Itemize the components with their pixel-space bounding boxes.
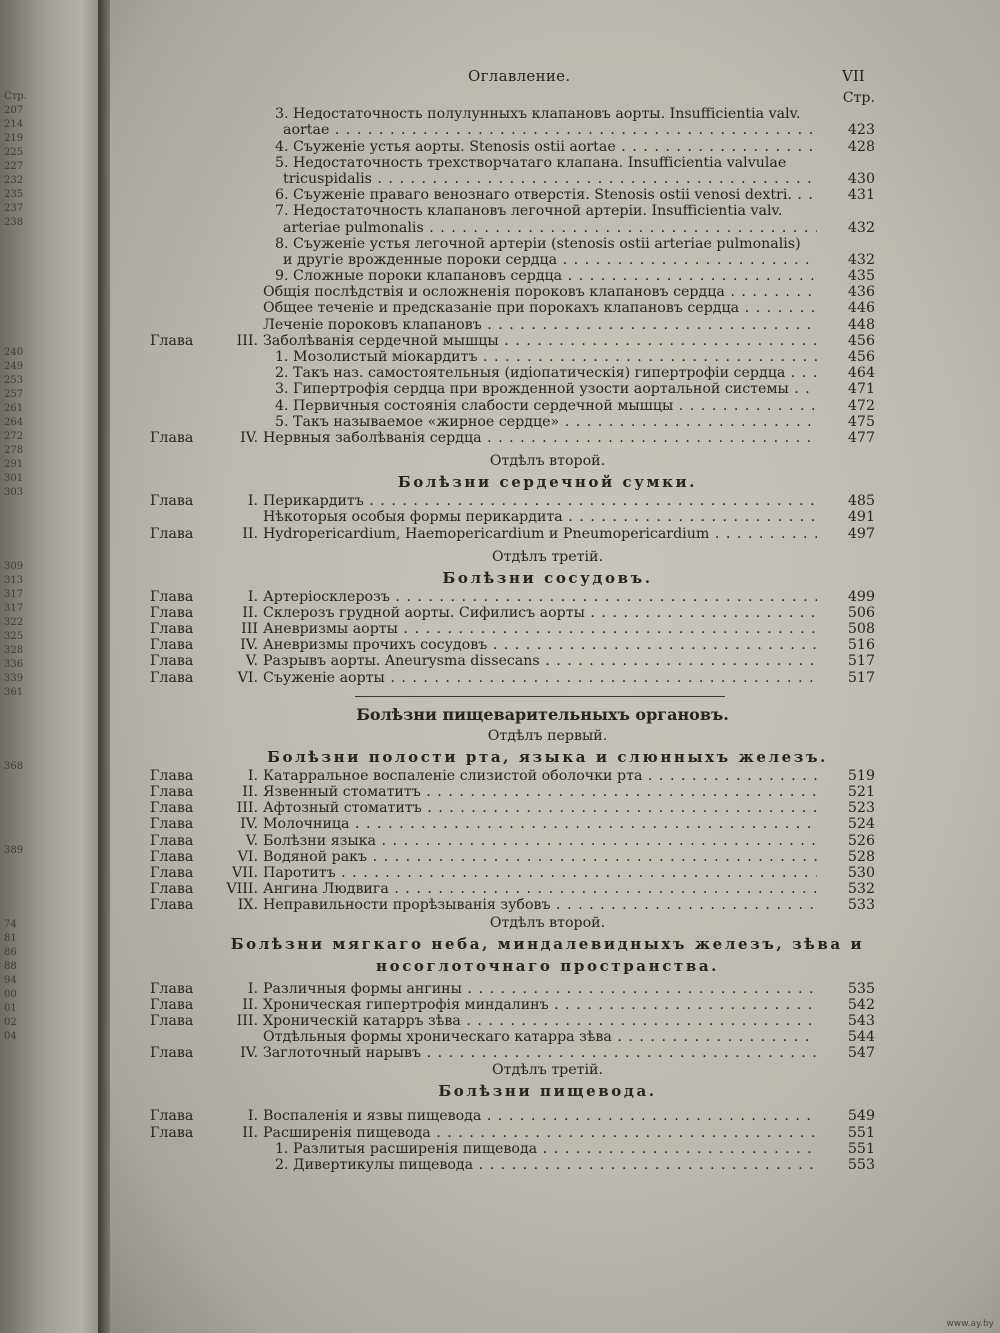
entry-title: Hydropericardium, Haemopericardium и Pneumopericardium . . . [263, 526, 817, 542]
toc-entry [140, 398, 875, 414]
left-page-number: 94 [4, 975, 17, 986]
toc-entry [140, 768, 875, 784]
left-page-number: 291 [4, 459, 24, 470]
entry-title: и другіе врожденные пороки сердца . . . [283, 252, 817, 268]
chapter-number: I. [247, 588, 258, 605]
entry-page-number: 530 [847, 864, 875, 881]
entry-title: arteriae pulmonalis . . . [283, 220, 817, 236]
chapter-number: V. [245, 832, 258, 849]
entry-title: Воспаленія и язвы пищевода . . . [263, 1108, 817, 1124]
entry-title: Афтозный стоматитъ . . . [263, 800, 817, 816]
left-page-number: 86 [4, 947, 17, 958]
entry-page-number: 542 [847, 996, 875, 1013]
left-page-number: 02 [4, 1017, 17, 1028]
entry-title: Катарральное воспаленіе слизистой оболочки рта . . . [263, 768, 817, 784]
entry-title: Артеріосклерозъ . . . [263, 589, 817, 605]
toc-entry [140, 122, 875, 138]
left-page-number: 303 [4, 487, 24, 498]
entry-title: Неправильности прорѣзыванія зубовъ . . . [263, 897, 817, 913]
toc-entry [140, 1029, 875, 1045]
entry-page-number: 446 [847, 300, 875, 317]
left-page-numbers [4, 91, 44, 1044]
chapter-label: Глава [150, 1012, 194, 1029]
entry-page-number: 499 [847, 588, 875, 605]
entry-page-number: 517 [847, 669, 875, 686]
chapter-label: Глава [150, 832, 194, 849]
entry-page-number: 423 [847, 122, 875, 139]
left-page-number: 309 [4, 561, 24, 572]
toc-entry [140, 605, 875, 621]
chapter-label: Глава [150, 669, 194, 686]
chapter-label: Глава [150, 604, 194, 621]
toc-entry [140, 637, 875, 653]
left-page-number: 317 [4, 589, 24, 600]
entry-title: Паротитъ . . . [263, 865, 817, 881]
chapter-label: Глава [150, 429, 194, 446]
toc-entry [140, 981, 875, 997]
chapter-number: II. [242, 784, 258, 800]
entry-page-number: 517 [847, 653, 875, 670]
chapter-number: IV. [240, 816, 258, 833]
toc-entry [140, 430, 875, 446]
entry-title: Заглоточный нарывъ . . . [263, 1045, 817, 1061]
toc-entry [140, 1045, 875, 1061]
entry-title: tricuspidalis . . . [283, 171, 817, 187]
chapter-label: Глава [150, 816, 194, 833]
chapter-number: II. [242, 604, 258, 621]
entry-page-number: 448 [847, 316, 875, 333]
entry-page-number: Стр. [842, 90, 875, 106]
section-heading: Болѣзни пищевода. [438, 1082, 657, 1101]
toc-entry [140, 526, 875, 542]
left-page-number: 227 [4, 161, 24, 172]
chapter-label: Глава [150, 332, 194, 349]
entry-title: Аневризмы прочихъ сосудовъ . . . [263, 637, 817, 653]
left-page-number: 235 [4, 189, 24, 200]
left-page-number: 339 [4, 673, 24, 684]
entry-title: 9. Сложные пороки клапановъ сердца . . . [275, 268, 817, 284]
toc-entry [140, 897, 875, 913]
toc-entry [140, 849, 875, 865]
toc-entry [140, 155, 875, 171]
entry-page-number: 428 [847, 138, 875, 155]
chapter-number: IV. [240, 429, 258, 446]
entry-page-number: 497 [847, 525, 875, 542]
entry-title: 1. Разлитыя расширенія пищевода . . . [275, 1141, 817, 1157]
chapter-label: Глава [150, 864, 194, 881]
entry-page-number: 485 [847, 493, 875, 510]
entry-title: Хроническій катарръ зѣва . . . [263, 1013, 817, 1029]
entry-page-number: 435 [847, 268, 875, 285]
chapter-number: II. [242, 525, 258, 542]
entry-page-number: 523 [847, 800, 875, 817]
toc-entry [140, 139, 875, 155]
left-page-number: 207 [4, 105, 24, 116]
entry-title: 3. Недостаточность полулунныхъ клапановъ аорты. Insufficientia valv. [275, 106, 801, 123]
division-label: Отдѣлъ первый. [487, 727, 608, 744]
toc-entry [140, 670, 875, 686]
chapter-label: Глава [150, 493, 194, 510]
toc-entry [140, 333, 875, 349]
entry-title: 7. Недостаточность клапановъ легочной артеріи. Insufficientia valv. [275, 203, 783, 220]
toc-entry [140, 800, 875, 816]
entry-page-number: 491 [847, 509, 875, 526]
chapter-label: Глава [150, 784, 194, 800]
entry-title: Ангина Людвига . . . [263, 881, 817, 897]
left-page-number: 01 [4, 1003, 17, 1014]
toc-entry [140, 493, 875, 509]
chapter-label: Глава [150, 980, 194, 997]
toc-entry [140, 365, 875, 381]
chapter-label: Глава [150, 637, 194, 654]
toc-entry [140, 220, 875, 236]
left-page-number: 278 [4, 445, 24, 456]
entry-page-number: 544 [847, 1029, 875, 1046]
entry-page-number: 524 [847, 816, 875, 833]
running-head [110, 67, 1000, 91]
entry-page-number: 464 [847, 365, 875, 382]
chapter-number: III. [236, 332, 258, 349]
chapter-number: III. [236, 1012, 258, 1029]
entry-page-number: 535 [847, 980, 875, 997]
chapter-label: Глава [150, 897, 194, 914]
left-page-number: 313 [4, 575, 24, 586]
toc-entry [140, 106, 875, 122]
entry-title: 5. Недостаточность трехстворчатаго клапана. Insufficientia valvulae [275, 154, 787, 171]
left-page-number: 88 [4, 961, 17, 972]
division-label: Отдѣлъ второй. [489, 453, 606, 470]
section-heading: Болѣзни мягкаго неба, миндалевидныхъ железъ, зѣва и [230, 934, 865, 953]
entry-title: 1. Мозолистый міокардитъ . . . [275, 349, 817, 365]
toc-entry [140, 1013, 875, 1029]
toc-entry [140, 284, 875, 300]
toc-entry [140, 90, 875, 106]
chapter-label: Глава [150, 653, 194, 670]
left-page-number: 317 [4, 603, 24, 614]
entry-title: Болѣзни языка . . . [263, 833, 817, 849]
entry-page-number: 551 [847, 1124, 875, 1141]
entry-title: Нѣкоторыя особыя формы перикардита . . . [263, 509, 817, 525]
division-label: Отдѣлъ второй. [489, 914, 606, 931]
left-page-number: 336 [4, 659, 24, 670]
entry-page-number: 472 [847, 397, 875, 414]
entry-page-number: 543 [847, 1012, 875, 1029]
entry-title: Общее теченіе и предсказаніе при порокахъ клапановъ сердца . . . [263, 300, 817, 316]
division-label: Отдѣлъ третій. [492, 1062, 603, 1079]
section-heading: носоглоточнаго пространства. [376, 956, 719, 975]
toc-entry [140, 268, 875, 284]
chapter-label: Глава [150, 881, 194, 898]
entry-title: Нервныя заболѣванія сердца . . . [263, 430, 817, 446]
chapter-number: I. [247, 1108, 258, 1125]
left-page-number: 253 [4, 375, 24, 386]
section-heading: Болѣзни сосудовъ. [442, 568, 653, 587]
chapter-number: I. [247, 493, 258, 510]
left-page-number: 361 [4, 687, 24, 698]
entry-page-number: 521 [847, 784, 875, 800]
entry-page-number: 553 [847, 1157, 875, 1173]
entry-page-number: 475 [847, 413, 875, 430]
toc-entry [140, 865, 875, 881]
entry-title: Общія послѣдствія и осложненія пороковъ клапановъ сердца . . . [263, 284, 817, 300]
entry-page-number: 549 [847, 1108, 875, 1125]
toc-entry [140, 1125, 875, 1141]
left-facing-page [0, 0, 102, 1333]
table-of-contents [140, 90, 875, 1173]
entry-title: 2. Дивертикулы пищевода . . . [275, 1157, 817, 1173]
chapter-label: Глава [150, 1045, 194, 1062]
chapter-label: Глава [150, 525, 194, 542]
chapter-label: Глава [150, 996, 194, 1013]
toc-page [110, 0, 1000, 1333]
entry-title: Молочница . . . [263, 816, 817, 832]
chapter-number: VII. [232, 864, 258, 881]
left-page-number: 328 [4, 645, 24, 656]
entry-title: Склерозъ грудной аорты. Сифилисъ аорты . . . [263, 605, 817, 621]
part-heading: Болѣзни пищеварительныхъ органовъ. [356, 704, 729, 724]
entry-title: Различныя формы ангины . . . [263, 981, 817, 997]
entry-page-number: 432 [847, 251, 875, 268]
toc-entry [140, 784, 875, 800]
entry-title: Аневризмы аорты . . . [263, 621, 817, 637]
chapter-number: IV. [240, 1045, 258, 1062]
entry-title: 2. Такъ наз. самостоятельныя (идіопатическія) гипертрофіи сердца . . . [275, 365, 817, 381]
chapter-number: IV. [240, 637, 258, 654]
entry-title: Леченіе пороковъ клапановъ . . . [263, 317, 817, 333]
entry-page-number: 526 [847, 832, 875, 849]
toc-entry [140, 236, 875, 252]
left-page-number: 225 [4, 147, 24, 158]
entry-page-number: 436 [847, 284, 875, 301]
entry-page-number: 430 [847, 170, 875, 187]
toc-entry [140, 589, 875, 605]
entry-page-number: 506 [847, 604, 875, 621]
left-page-number: 322 [4, 617, 24, 628]
entry-title: 8. Съуженіе устья легочной артеріи (stenosis ostii arteriae pulmonalis) [275, 235, 801, 252]
chapter-number: VI. [237, 848, 258, 865]
toc-entry [140, 381, 875, 397]
left-page-number: 389 [4, 845, 24, 856]
chapter-label: Глава [150, 588, 194, 605]
entry-page-number: 456 [847, 332, 875, 349]
entry-title: Перикардитъ . . . [263, 493, 817, 509]
entry-page-number: 528 [847, 848, 875, 865]
section-heading: Болѣзни сердечной сумки. [397, 473, 698, 492]
chapter-number: I. [247, 767, 258, 784]
toc-entry [140, 816, 875, 832]
left-page-number: 249 [4, 361, 24, 372]
left-page-number: 81 [4, 933, 17, 944]
chapter-number: IX. [237, 897, 258, 914]
toc-entry [140, 1108, 875, 1124]
toc-entry [140, 300, 875, 316]
entry-page-number: 456 [847, 349, 875, 365]
entry-title: Съуженіе аорты . . . [263, 670, 817, 686]
left-page-number: 04 [4, 1031, 17, 1042]
left-page-number: Стр. [4, 91, 27, 102]
left-page-number: 257 [4, 389, 24, 400]
toc-entry [140, 187, 875, 203]
entry-page-number: 508 [847, 621, 875, 638]
entry-title: 4. Съуженіе устья аорты. Stenosis ostii aortae . . . [275, 139, 817, 155]
entry-title: 4. Первичныя состоянія слабости сердечной мышцы . . . [275, 398, 817, 414]
left-page-number: 74 [4, 919, 17, 930]
left-page-number: 219 [4, 133, 24, 144]
chapter-label: Глава [150, 1108, 194, 1125]
chapter-label: Глава [150, 1124, 194, 1141]
chapter-number: VIII. [226, 881, 258, 898]
toc-entry [140, 621, 875, 637]
left-page-number: 272 [4, 431, 24, 442]
entry-title: Водяной ракъ . . . [263, 849, 817, 865]
entry-page-number: 471 [847, 381, 875, 398]
chapter-label: Глава [150, 848, 194, 865]
entry-title: Язвенный стоматитъ . . . [263, 784, 817, 800]
entry-page-number: 547 [847, 1045, 875, 1062]
left-page-number: 264 [4, 417, 24, 428]
toc-entry [140, 1157, 875, 1173]
entry-page-number: 533 [847, 897, 875, 914]
toc-entry [140, 881, 875, 897]
left-page-number: 240 [4, 347, 24, 358]
divider [355, 696, 725, 697]
left-page-number: 368 [4, 761, 24, 772]
toc-entry [140, 653, 875, 669]
toc-entry [140, 997, 875, 1013]
toc-entry [140, 414, 875, 430]
chapter-number: III. [236, 800, 258, 817]
left-page-number: 232 [4, 175, 24, 186]
toc-entry [140, 252, 875, 268]
entry-title: Расширенія пищевода . . . [263, 1125, 817, 1141]
entry-page-number: 432 [847, 219, 875, 236]
chapter-number: VI. [237, 669, 258, 686]
chapter-number: II. [242, 1124, 258, 1141]
toc-entry [140, 833, 875, 849]
toc-entry [140, 509, 875, 525]
chapter-number: V. [245, 653, 258, 670]
entry-title: Отдѣльныя формы хроническаго катарра зѣва . . . [263, 1029, 817, 1045]
toc-entry [140, 203, 875, 219]
entry-title: Хроническая гипертрофія миндалинъ . . . [263, 997, 817, 1013]
entry-title: aortae . . . [283, 122, 817, 138]
left-page-number: 301 [4, 473, 24, 484]
toc-entry [140, 171, 875, 187]
section-heading: Болѣзни полости рта, языка и слюнныхъ железъ. [267, 747, 828, 766]
entry-title: 6. Съуженіе праваго венознаго отверстія. Stenosis ostii venosi dextri. . . . [275, 187, 817, 203]
left-page-number: 325 [4, 631, 24, 642]
entry-title: Разрывъ аорты. Aneurysma dissecans . . . [263, 653, 817, 669]
left-page-number: 261 [4, 403, 24, 414]
left-page-number: 214 [4, 119, 24, 130]
chapter-number: I. [247, 980, 258, 997]
watermark: www.ay.by [946, 1319, 994, 1329]
chapter-number: III [241, 621, 258, 638]
entry-page-number: 519 [847, 767, 875, 784]
chapter-label: Глава [150, 800, 194, 817]
left-page-number: 237 [4, 203, 24, 214]
chapter-number: II. [242, 996, 258, 1013]
page-title: Оглавление. [468, 67, 571, 85]
entry-page-number: 551 [847, 1140, 875, 1157]
entry-title: 3. Гипертрофія сердца при врожденной узости аортальной системы . . . [275, 381, 817, 397]
entry-title: 5. Такъ называемое «жирное сердце» . . . [275, 414, 817, 430]
toc-entry [140, 1141, 875, 1157]
entry-page-number: 532 [847, 881, 875, 898]
page-number: VII [842, 67, 865, 85]
entry-page-number: 431 [847, 187, 875, 204]
toc-entry [140, 317, 875, 333]
left-page-number: 00 [4, 989, 17, 1000]
entry-page-number: 516 [847, 637, 875, 654]
chapter-label: Глава [150, 767, 194, 784]
entry-title: Заболѣванія сердечной мышцы . . . [263, 333, 817, 349]
toc-entry [140, 349, 875, 365]
entry-page-number: 477 [847, 429, 875, 446]
division-label: Отдѣлъ третій. [492, 548, 603, 565]
chapter-label: Глава [150, 621, 194, 638]
left-page-number: 238 [4, 217, 24, 228]
